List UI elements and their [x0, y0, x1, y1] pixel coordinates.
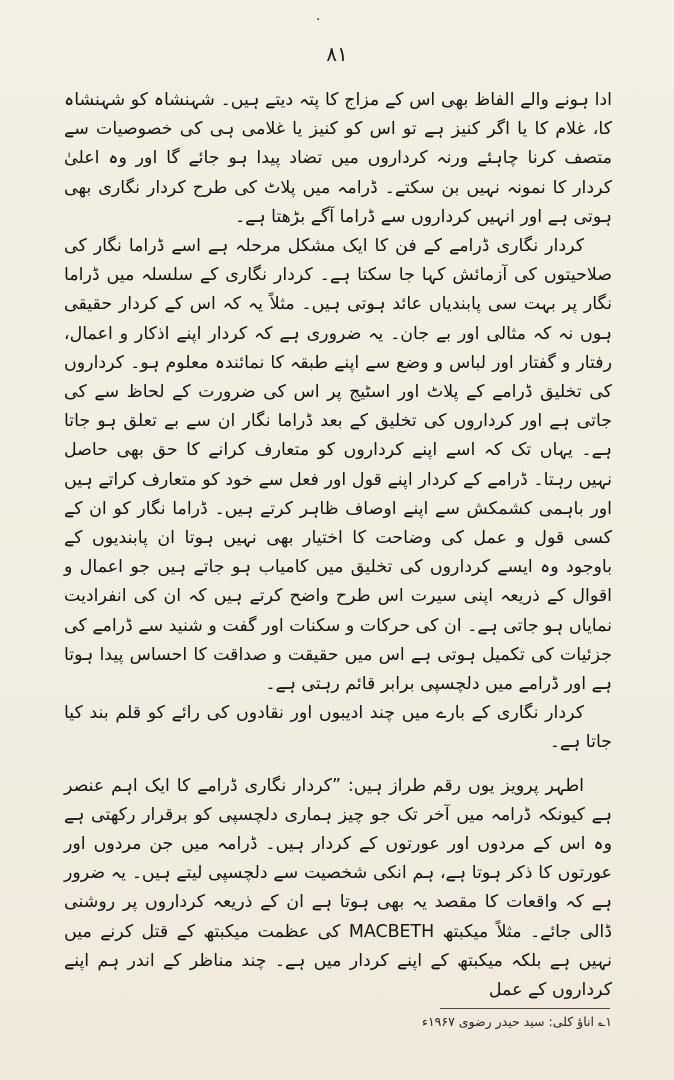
paragraph-1: ادا ہونے والے الفاظ بھی اس کے مزاج کا پتہ دیتے ہیں۔ شہنشاہ کو شہنشاہ کا، غلام کا یا اگر کنیز ہے تو اس کو کنیز یا غلامی ہی کی خصوصیات سے متصف کرنا چاہئے ورنہ کرداروں میں تضاد پیدا ہو جائے گا اور وہ اعلیٰ کردار کا نمونہ نہیں بن سکتے۔ ڈرامہ میں پلاٹ کی طرح کردار نگاری بھی ہوتی ہے اور انہیں کرداروں سے ڈراما آگے بڑھتا ہے۔ — [64, 90, 612, 227]
paragraph-2: کردار نگاری ڈرامے کے فن کا ایک مشکل مرحلہ ہے اسے ڈراما نگار کی صلاحیتوں کی آزمائش کہا جا سکتا ہے۔ کردار نگاری کے سلسلہ میں ڈراما نگار پر بہت سی پابندیاں عائد ہوتی ہیں۔ مثلاً یہ کہ اس کے کردار حقیقی ہوں نہ کہ مثالی اور بے جان۔ یہ ضروری ہے کہ کردار اپنے اذکار و اعمال، رفتار و گفتار اور لباس و وضع سے اپنے طبقہ کا نمائندہ معلوم ہو۔ کرداروں کی تخلیق ڈرامے کے پلاٹ اور اسٹیج پر اس کی ضرورت کے لحاظ سے کی جاتی ہے اور کرداروں کی تخلیق کے بعد ڈراما نگار ان سے بے تعلق ہو جاتا ہے۔ یہاں تک کہ اسے اپنے کرداروں کو متعارف کرانے کا حق بھی حاصل نہیں رہتا۔ ڈرامے کے کردار اپنے قول اور فعل سے خود کو متعارف کراتے ہیں اور باہمی کشمکش سے اپنے اوصاف ظاہر کرتے ہیں۔ ڈراما نگار کو ان کے کسی قول و عمل کی وضاحت کا اختیار بھی نہیں ہوتا ان پابندیوں کے باوجود وہ ایسے کرداروں کی تخلیق میں کامیاب ہو جاتے ہیں جو اعمال و اقوال کے ذریعہ اپنی سیرت اس طرح واضح کرتے ہیں کہ ان کی انفرادیت نمایاں ہو جاتی ہے۔ ان کی حرکات و سکنات اور گفت و شنید سے ڈرامے کی جزئیات کی تکمیل ہوتی ہے اس میں حقیقت و صداقت کا احساس پیدا ہوتا ہے اور ڈرامے میں دلچسپی برابر قائم رہتی ہے۔ — [64, 236, 612, 695]
footnote: ۱؎ اناؤ کلی: سید حیدر رضوی ۱۹۶۷ء — [422, 1014, 612, 1029]
footnote-divider — [440, 1008, 610, 1009]
page-number: ۸۱ — [326, 42, 348, 66]
page-mark: · — [316, 12, 321, 28]
paragraph-3: کردار نگاری کے بارے میں چند ادیبوں اور نقادوں کی رائے کو قلم بند کیا جاتا ہے۔ — [64, 703, 612, 753]
body-text — [64, 86, 612, 1005]
paragraph-4-quote: اطہر پرویز یوں رقم طراز ہیں: ”کردار نگاری ڈرامے کا ایک اہم عنصر ہے کیونکہ ڈرامہ میں آخر تک جو چیز ہماری دلچسپی کو برقرار رکھتی ہے وہ اس کے مردوں اور عورتوں کے کردار ہیں۔ ڈرامہ میں جن مردوں اور عورتوں کا ذکر ہوتا ہے، ہم انکی شخصیت سے دلچسپی لیتے ہیں۔ یہ ضرور ہے کہ واقعات کا مقصد یہ بھی ہوتا ہے ان کے ذریعہ کرداروں پر روشنی ڈالی جائے۔ مثلاً میکبتھ MACBETH کی عظمت میکبتھ کے قتل کرنے میں نہیں ہے بلکہ میکبتھ کے اپنے کردار میں ہے۔ چند مناظر کے اندر ہم اپنے کرداروں کے عمل — [64, 775, 612, 1001]
